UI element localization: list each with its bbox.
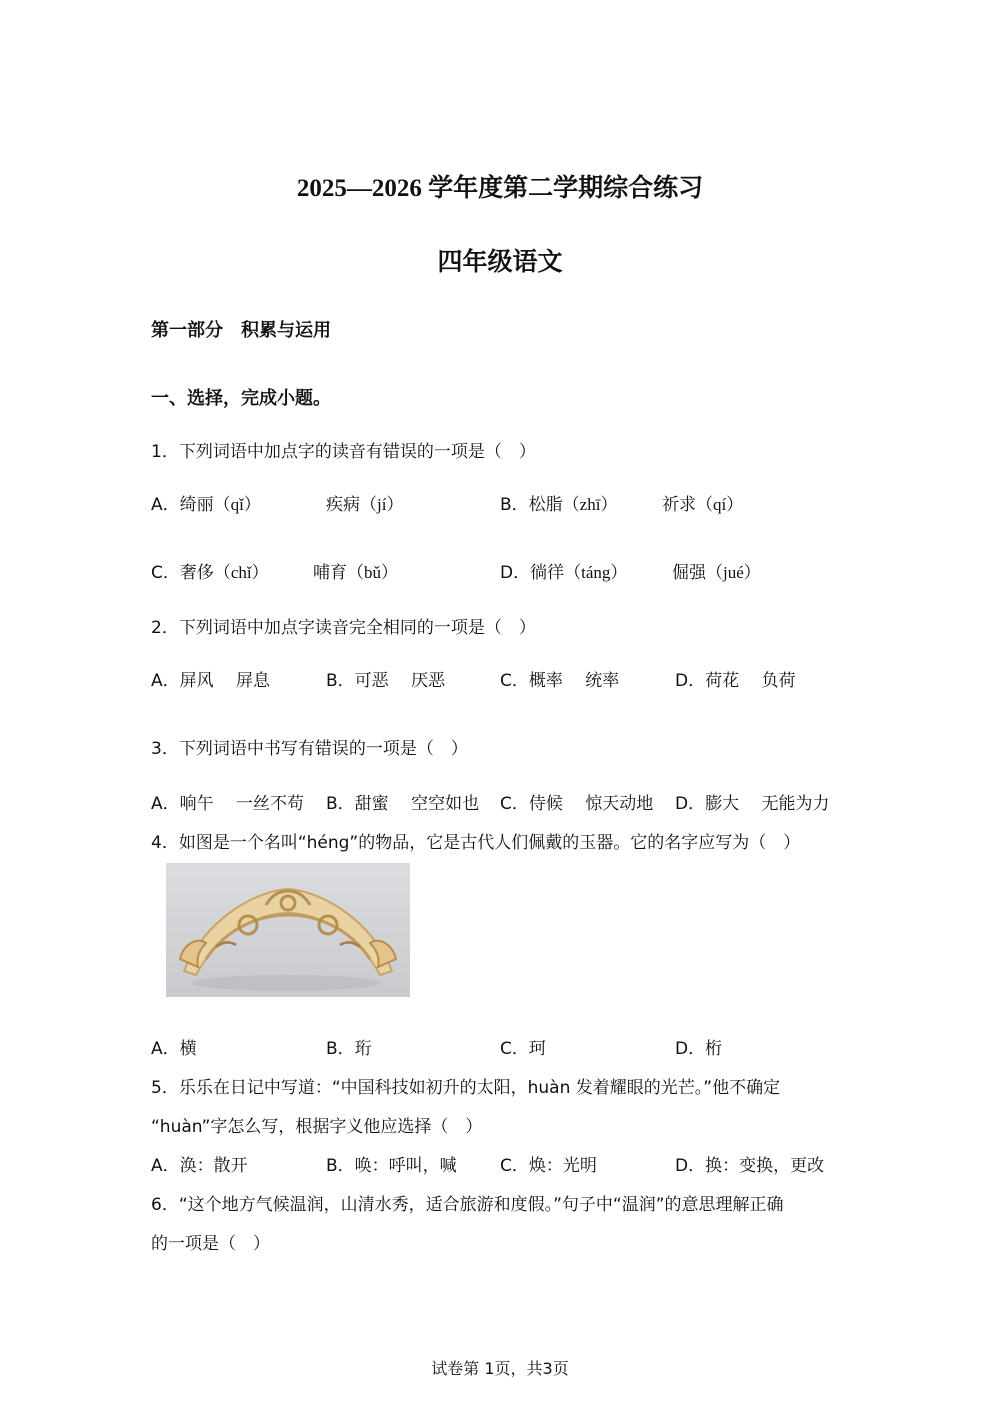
q4-option-a: A．横: [151, 1039, 197, 1059]
page-footer: 试卷第 1页，共3页: [431, 1359, 569, 1378]
exam-subtitle: 四年级语文: [437, 249, 563, 276]
section-heading: 一、选择，完成小题。: [151, 388, 331, 409]
q1-option-c: C．奢侈（chǐ）: [151, 563, 269, 583]
q4-option-d: D．桁: [675, 1039, 723, 1059]
question-4-stem: 4．如图是一个名叫“héng”的物品，它是古代人们佩戴的玉器。它的名字应写为（ ）: [151, 833, 801, 853]
q1-option-d: D．徜徉（táng）: [500, 563, 628, 583]
question-5-stem-line1: 5．乐乐在日记中写道：“中国科技如初升的太阳，huàn 发着耀眼的光芒。”他不确定: [151, 1078, 781, 1098]
jade-heng-image: [166, 863, 410, 997]
q1-option-b2: 祈求（qí）: [662, 495, 744, 515]
q3-option-d: D．膨大 无能为力: [675, 794, 830, 814]
q1-option-c2: 哺育（bǔ）: [313, 563, 398, 583]
q1-option-d2: 倔强（jué）: [672, 563, 761, 583]
question-5-stem-line2: “huàn”字怎么写，根据字义他应选择（ ）: [151, 1117, 483, 1137]
q3-option-a: A．响午 一丝不苟: [151, 794, 305, 814]
q5-option-c: C．焕：光明: [500, 1156, 597, 1176]
q3-option-b: B．甜蜜 空空如也: [326, 794, 480, 814]
q3-option-c: C．侍候 惊天动地: [500, 794, 654, 814]
q5-option-d: D．换：变换，更改: [675, 1156, 825, 1176]
q5-option-b: B．唤：呼叫，喊: [326, 1156, 457, 1176]
q2-option-b: B．可恶 厌恶: [326, 671, 446, 691]
q1-option-b: B．松脂（zhī）: [500, 495, 618, 515]
exam-title: 2025—2026 学年度第二学期综合练习: [296, 175, 704, 202]
q2-option-c: C．概率 统率: [500, 671, 620, 691]
question-2-stem: 2．下列词语中加点字读音完全相同的一项是（ ）: [151, 618, 536, 638]
q2-option-d: D．荷花 负荷: [675, 671, 796, 691]
q5-option-a: A．涣：散开: [151, 1156, 248, 1176]
question-1-stem: 1．下列词语中加点字的读音有错误的一项是（ ）: [151, 442, 536, 462]
q4-option-b: B．珩: [326, 1039, 372, 1059]
question-3-stem: 3．下列词语中书写有错误的一项是（ ）: [151, 739, 468, 759]
q1-option-a: A．绮丽（qǐ）: [151, 495, 261, 515]
question-6-stem-line2: 的一项是（ ）: [151, 1234, 270, 1254]
q2-option-a: A．屏风 屏息: [151, 671, 271, 691]
q4-option-c: C．珂: [500, 1039, 546, 1059]
question-6-stem-line1: 6．“这个地方气候温润，山清水秀，适合旅游和度假。”句子中“温润”的意思理解正确: [151, 1195, 784, 1215]
part-heading: 第一部分 积累与运用: [151, 320, 331, 341]
q1-option-a2: 疾病（jí）: [326, 495, 404, 515]
